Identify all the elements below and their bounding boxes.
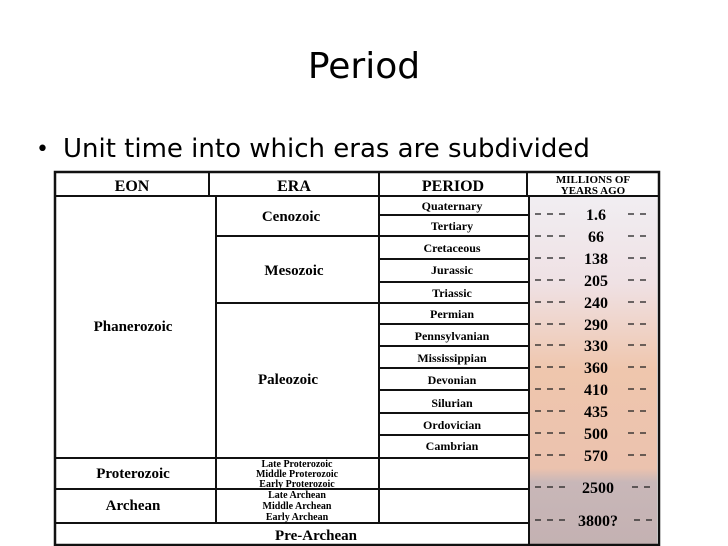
boundary-5: 240 [584, 295, 608, 312]
bullet-dot-icon: • [36, 136, 49, 162]
era-mesozoic: Mesozoic [264, 263, 324, 279]
boundary-13: 2500 [582, 480, 614, 497]
bullet-text: Unit time into which eras are subdivided [62, 134, 590, 164]
period-devonian: Devonian [427, 373, 477, 387]
period-permian: Permian [430, 307, 474, 321]
header-era: ERA [277, 178, 311, 195]
period-labels [415, 199, 490, 453]
era-paleozoic: Paleozoic [258, 372, 318, 388]
boundary-4: 205 [584, 273, 608, 290]
pre-archean-label: Pre-Archean [275, 528, 357, 544]
eon-phanerozoic: Phanerozoic [93, 319, 173, 335]
period-ordovician: Ordovician [422, 418, 482, 432]
archean-middle: Middle Archean [262, 501, 332, 512]
proterozoic-early: Early Proterozoic [259, 479, 335, 490]
eon-archean: Archean [105, 498, 161, 514]
boundary-2: 66 [588, 229, 604, 246]
eon-proterozoic: Proterozoic [96, 466, 170, 482]
period-quaternary: Quaternary [421, 199, 483, 213]
boundary-10: 435 [584, 404, 608, 421]
period-cambrian: Cambrian [425, 439, 479, 453]
boundary-11: 500 [584, 426, 608, 443]
proterozoic-late: Late Proterozoic [261, 459, 333, 470]
archean-late: Late Archean [268, 490, 326, 501]
boundary-7: 330 [584, 338, 608, 355]
boundary-8: 360 [584, 360, 608, 377]
period-tertiary: Tertiary [430, 219, 474, 233]
period-silurian: Silurian [431, 396, 473, 410]
boundary-3: 138 [584, 251, 608, 268]
era-cenozoic: Cenozoic [261, 209, 321, 225]
period-mississippian: Mississippian [417, 351, 487, 365]
boundary-6: 290 [584, 317, 608, 334]
archean-early: Early Archean [265, 512, 329, 523]
boundary-1: 1.6 [586, 207, 606, 224]
header-millions-line2: YEARS AGO [560, 185, 626, 197]
period-pennsylvanian: Pennsylvanian [414, 329, 490, 343]
boundary-12: 570 [584, 448, 608, 465]
period-jurassic: Jurassic [431, 263, 473, 277]
proterozoic-middle: Middle Proterozoic [255, 469, 339, 480]
period-triassic: Triassic [432, 286, 472, 300]
boundary-9: 410 [584, 382, 608, 399]
header-eon: EON [114, 178, 150, 195]
boundary-14: 3800? [578, 513, 618, 530]
header-period: PERIOD [421, 178, 485, 195]
header-millions-line1: MILLIONS OF [555, 174, 631, 186]
slide-title: Period [307, 46, 421, 87]
period-cretaceous: Cretaceous [423, 241, 481, 255]
